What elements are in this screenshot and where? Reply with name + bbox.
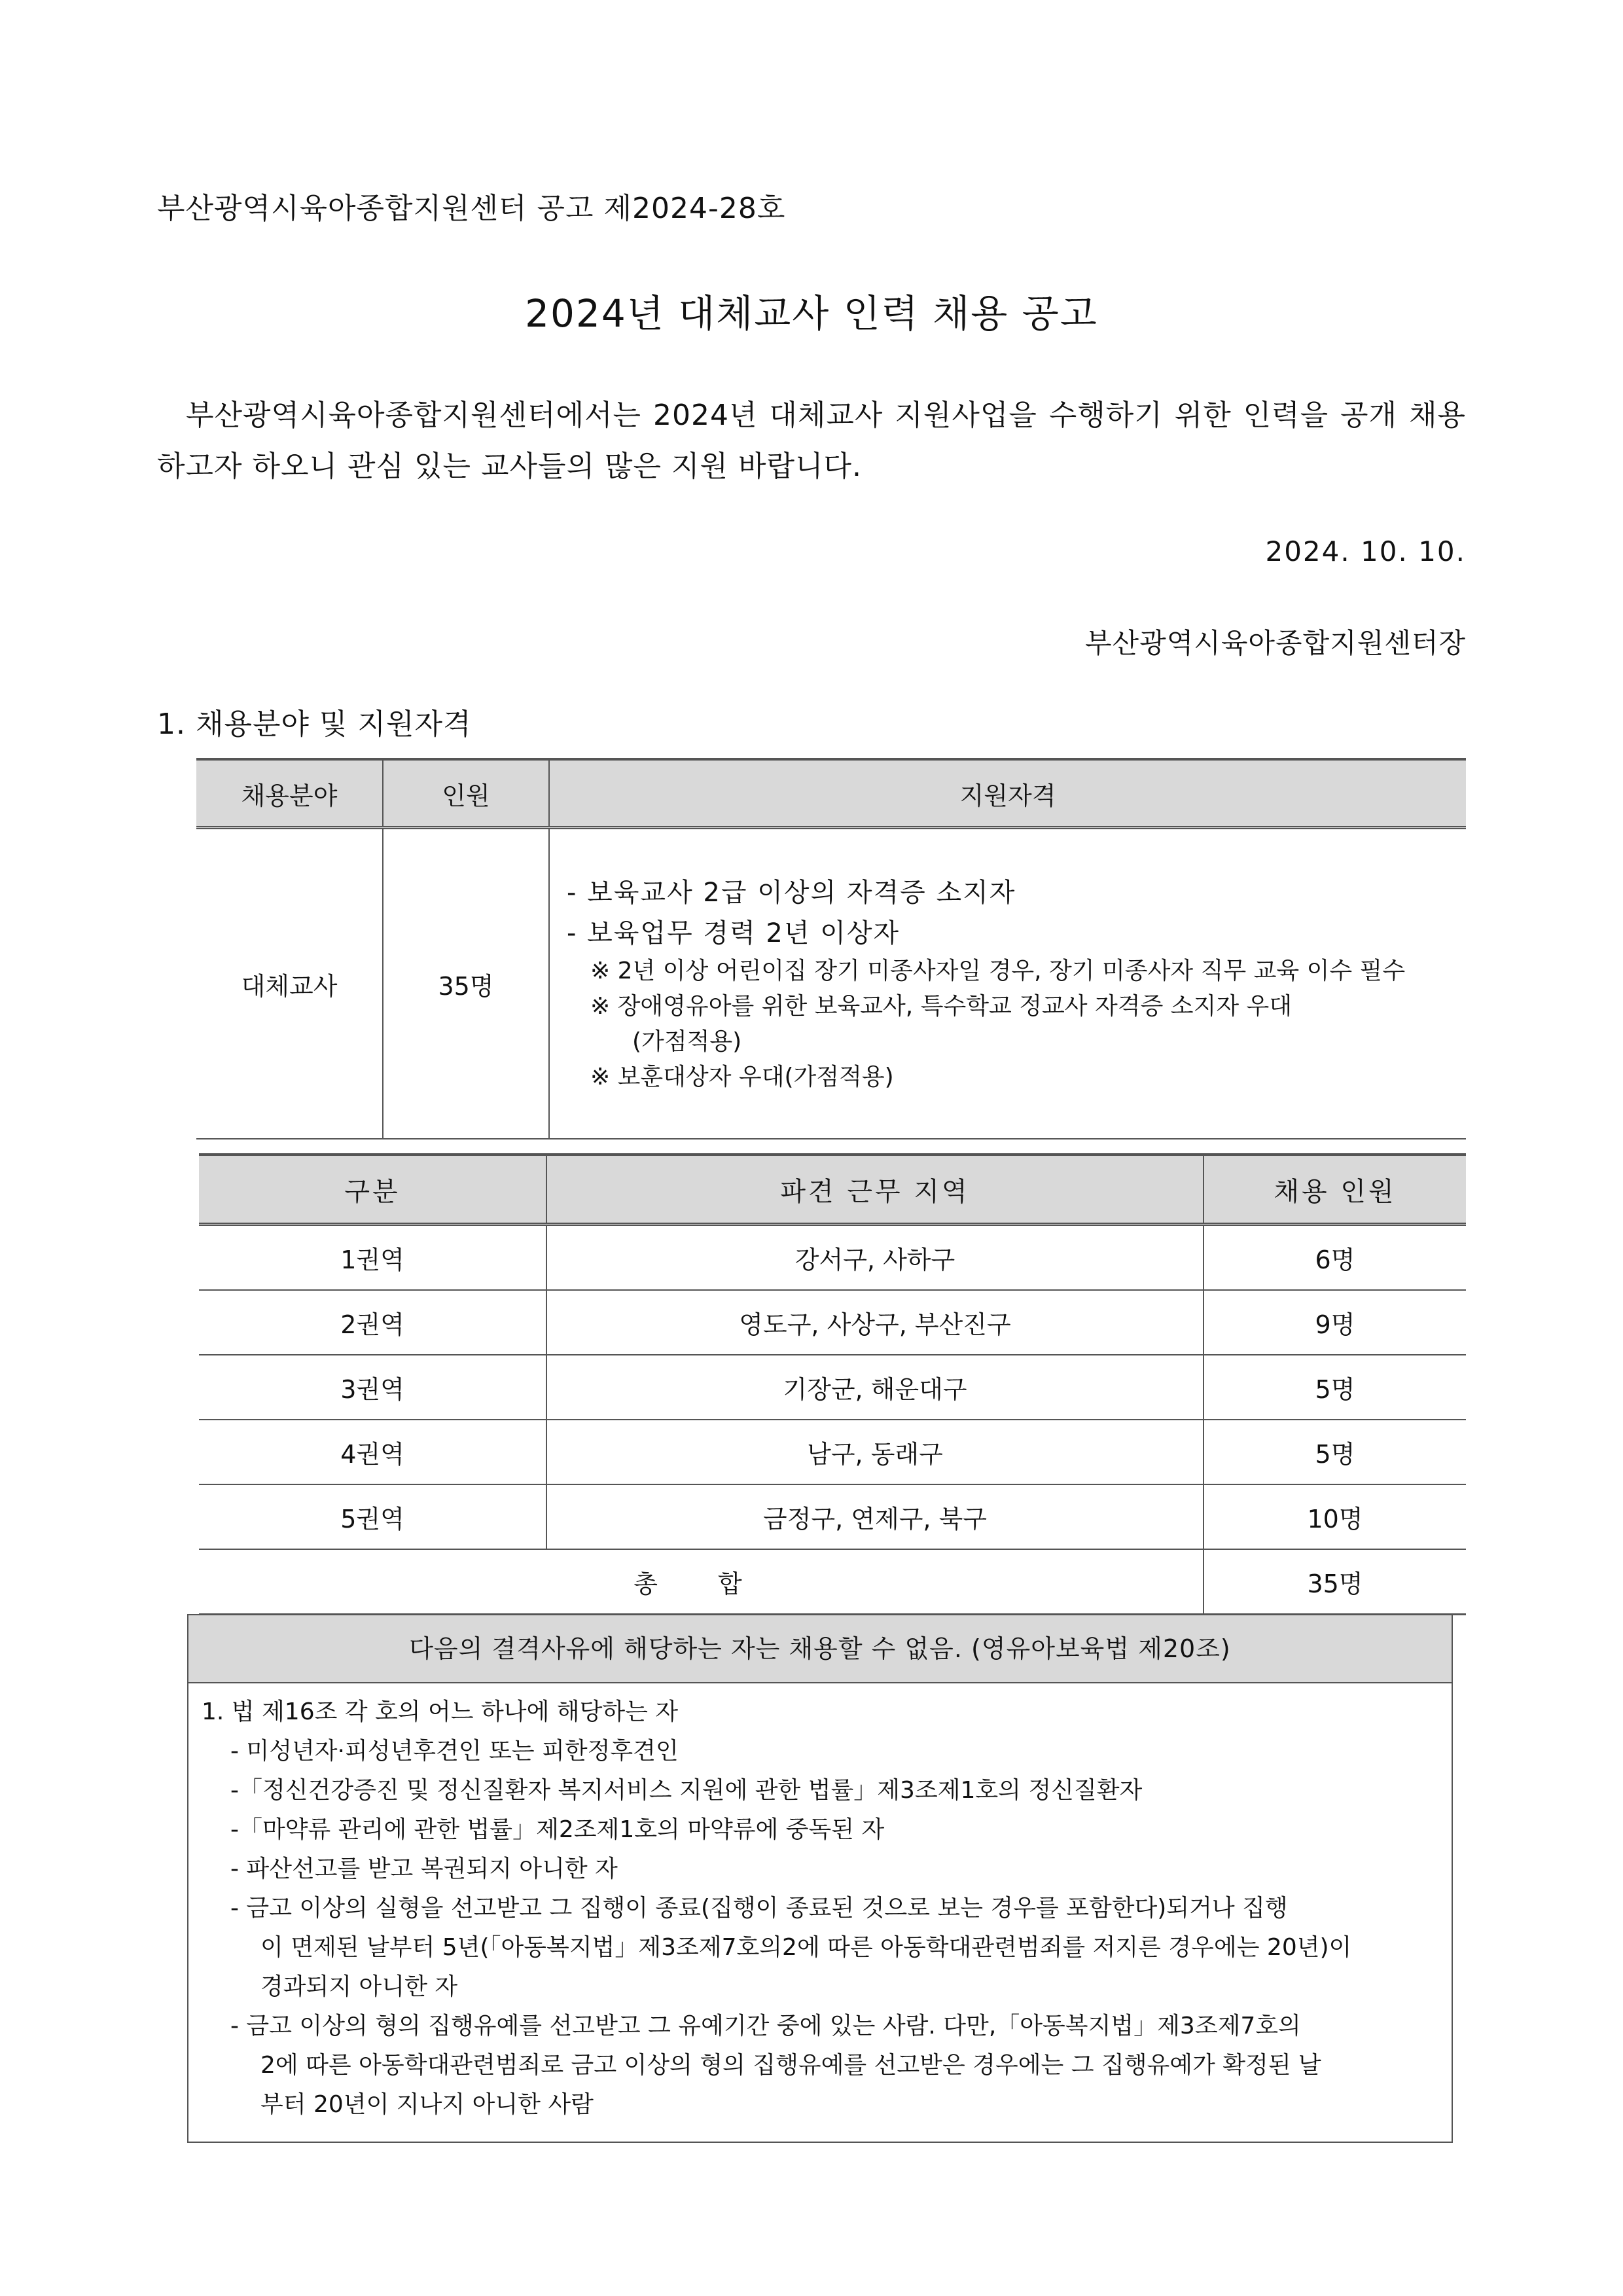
area-cell: 남구, 동래구 <box>546 1420 1204 1484</box>
disqualification-body <box>188 1683 1452 2142</box>
zone-cell: 1권역 <box>199 1225 546 1291</box>
table-row <box>199 1290 1466 1355</box>
region-table <box>199 1153 1466 1615</box>
disqualification-line: 1. 법 제16조 각 호의 어느 하나에 해당하는 자 <box>202 1698 679 1725</box>
qualification-row <box>196 828 1466 1139</box>
area-cell: 금정구, 연제구, 북구 <box>546 1484 1204 1549</box>
page-title: 2024년 대체교사 인력 채용 공고 <box>525 291 1098 336</box>
disqualification-line: - 미성년자·피성년후견인 또는 피한정후견인 <box>230 1738 679 1765</box>
table-row <box>199 1225 1466 1291</box>
zone-cell: 3권역 <box>199 1355 546 1420</box>
region-header-row <box>199 1155 1466 1225</box>
count-cell: 35명 <box>383 828 549 1139</box>
disqualification-line: - 금고 이상의 형의 집행유예를 선고받고 그 유예기간 중에 있는 사람. 다만,「아동복지법」제3조제7호의 <box>230 2013 1301 2039</box>
disqualification-box <box>187 1614 1453 2143</box>
area-cell: 강서구, 사하구 <box>546 1225 1204 1291</box>
qualification-table <box>196 758 1466 1139</box>
zone-cell: 4권역 <box>199 1420 546 1484</box>
area-cell: 기장군, 해운대구 <box>546 1355 1204 1420</box>
disqualification-line: - 금고 이상의 실형을 선고받고 그 집행이 종료(집행이 종료된 것으로 보는 경우를 포함한다)되거나 집행 <box>230 1895 1288 1922</box>
header-zone: 구분 <box>199 1155 546 1225</box>
requirement-line: - 보육교사 2급 이상의 자격증 소지자 <box>567 878 1016 908</box>
count-cell: 6명 <box>1204 1225 1466 1291</box>
area-cell: 영도구, 사상구, 부산진구 <box>546 1290 1204 1355</box>
total-count: 35명 <box>1204 1549 1466 1615</box>
disqualification-header: 다음의 결격사유에 해당하는 자는 채용할 수 없음. (영유아보육법 제20조) <box>188 1615 1452 1683</box>
count-cell: 10명 <box>1204 1484 1466 1549</box>
note-line: ※ 2년 이상 어린이집 장기 미종사자일 경우, 장기 미종사자 직무 교육 이수 필수 <box>590 958 1406 984</box>
total-label: 총 합 <box>199 1549 1204 1615</box>
field-cell: 대체교사 <box>196 828 383 1139</box>
zone-cell: 5권역 <box>199 1484 546 1549</box>
note-line: (가점적용) <box>632 1028 742 1055</box>
table-row <box>199 1484 1466 1549</box>
count-cell: 5명 <box>1204 1420 1466 1484</box>
header-count: 인원 <box>383 759 549 828</box>
qualification-header-row <box>196 759 1466 828</box>
disqualification-line: - 파산선고를 받고 복권되지 아니한 자 <box>230 1856 618 1882</box>
disqualification-line: -「마약류 관리에 관한 법률」제2조제1호의 마약류에 중독된 자 <box>230 1816 885 1843</box>
disqualification-line: -「정신건강증진 및 정신질환자 복지서비스 지원에 관한 법률」제3조제1호의 정신질환자 <box>230 1777 1143 1804</box>
note-line: ※ 장애영유아를 위한 보육교사, 특수학교 정교사 자격증 소지자 우대 <box>590 993 1293 1020</box>
note-line: ※ 보훈대상자 우대(가점적용) <box>590 1064 894 1090</box>
count-cell: 9명 <box>1204 1290 1466 1355</box>
zone-cell: 2권역 <box>199 1290 546 1355</box>
table-row <box>199 1420 1466 1484</box>
section-title: 1. 채용분야 및 지원자격 <box>157 708 472 741</box>
requirement-line: - 보육업무 경력 2년 이상자 <box>567 918 901 948</box>
intro-paragraph <box>157 390 1466 492</box>
notice-date: 2024. 10. 10. <box>1265 535 1466 567</box>
notice-number: 부산광역시육아종합지원센터 공고 제2024-28호 <box>157 192 786 225</box>
disqualification-line: 부터 20년이 지나지 아니한 사람 <box>260 2091 594 2118</box>
disqualification-line: 2에 따른 아동학대관련범죄로 금고 이상의 형의 집행유예를 선고받은 경우에는 그 집행유예가 확정된 날 <box>260 2052 1321 2079</box>
total-row <box>199 1549 1466 1615</box>
signer: 부산광역시육아종합지원센터장 <box>1084 627 1466 659</box>
header-field: 채용분야 <box>196 759 383 828</box>
header-qualification: 지원자격 <box>549 759 1466 828</box>
header-hire-count: 채용 인원 <box>1204 1155 1466 1225</box>
table-row <box>199 1355 1466 1420</box>
count-cell: 5명 <box>1204 1355 1466 1420</box>
intro-text: 부산광역시육아종합지원센터에서는 2024년 대체교사 지원사업을 수행하기 위한 인력을 공개 채용하고자 하오니 관심 있는 교사들의 많은 지원 바랍니다. <box>157 399 1466 483</box>
requirements-cell <box>549 828 1466 1139</box>
disqualification-line: 이 면제된 날부터 5년(「아동복지법」제3조제7호의2에 따른 아동학대관련범죄를 저지른 경우에는 20년)이 <box>260 1934 1352 1961</box>
header-area: 파견 근무 지역 <box>546 1155 1204 1225</box>
disqualification-line: 경과되지 아니한 자 <box>260 1973 458 2000</box>
